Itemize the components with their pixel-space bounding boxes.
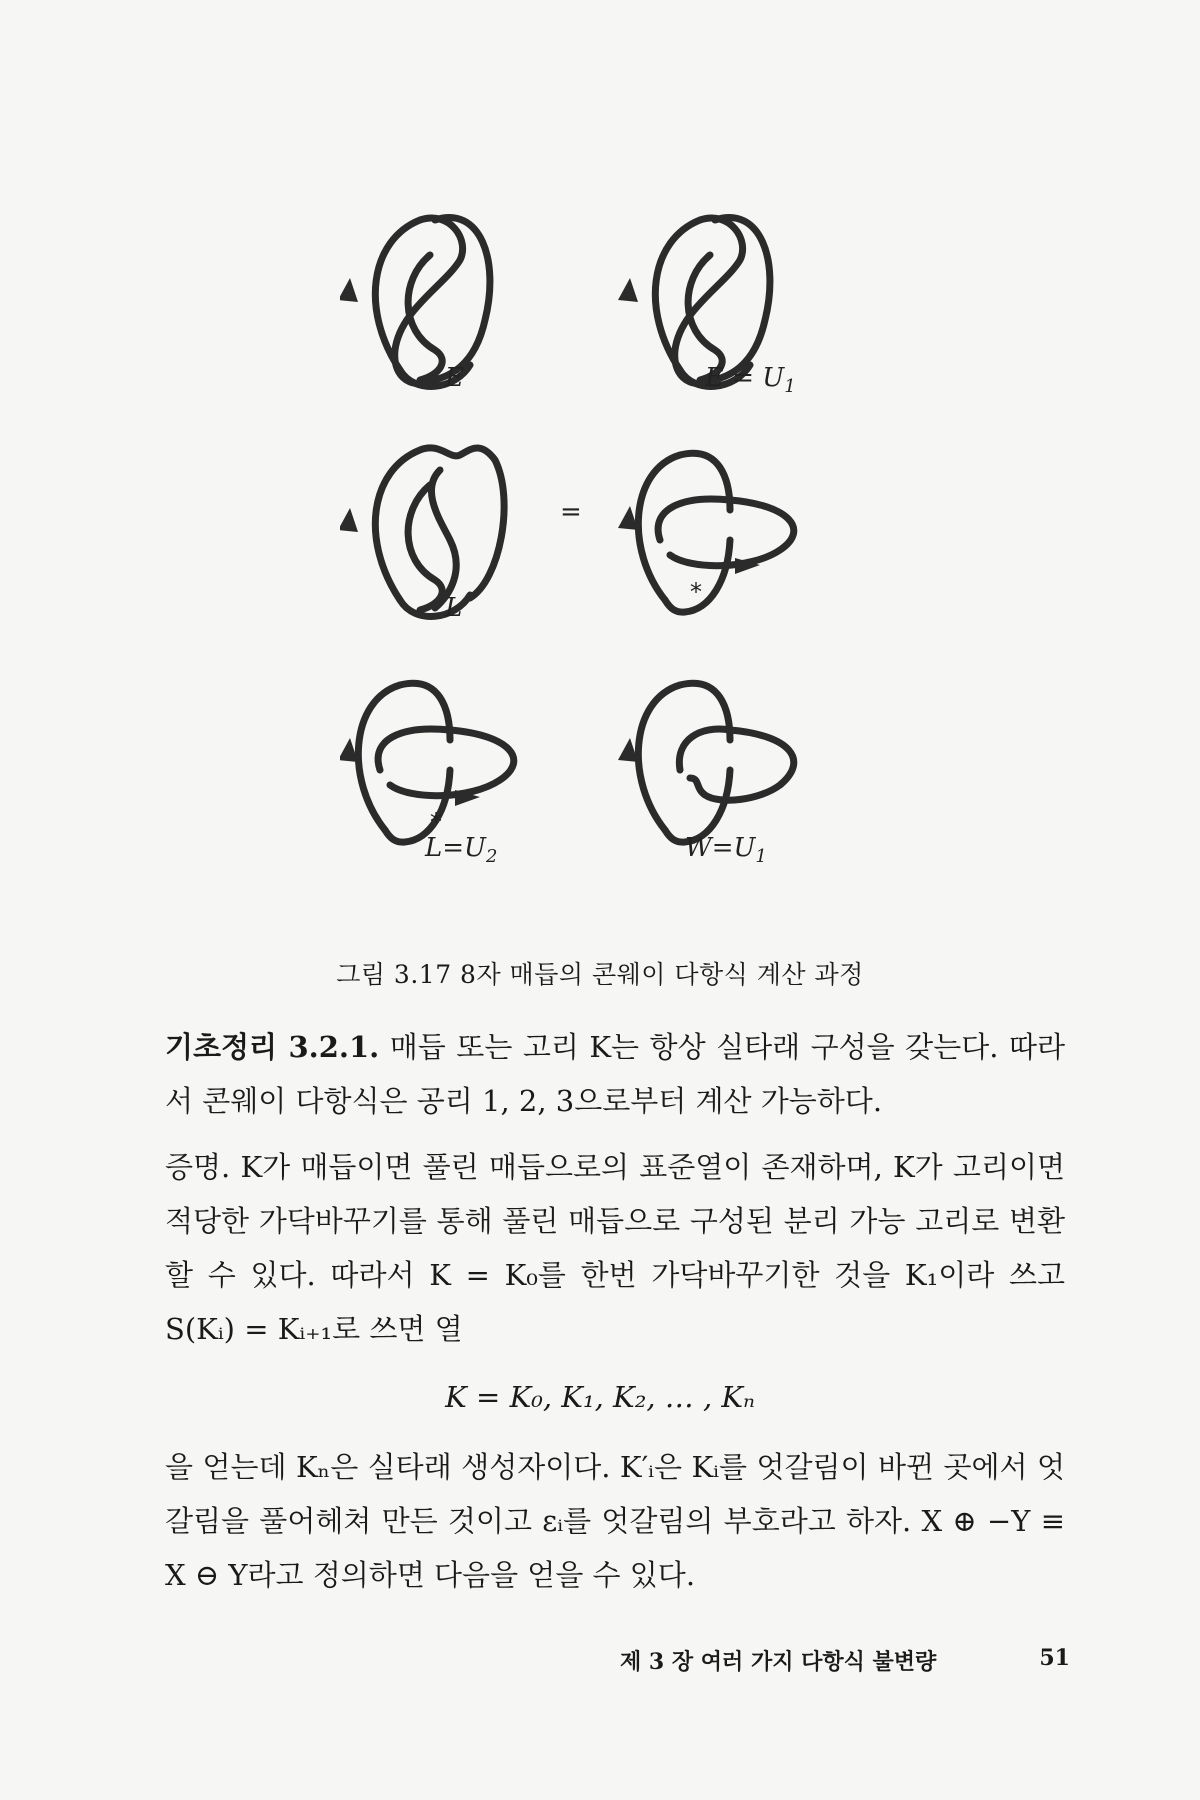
label-L-bar: $L=U_2$	[425, 833, 498, 867]
page-footer	[620, 1645, 1080, 1676]
theorem-head: 기초정리 3.2.1.	[165, 1030, 380, 1064]
knot-figure	[340, 200, 900, 940]
after-text: 을 얻는데 Kₙ은 실타래 생성자이다. K′ᵢ은 Kᵢ를 엇갈림이 바뀐 곳에서 엇갈림을 풀어헤쳐 만든 것이고 εᵢ를 엇갈림의 부호라고 하자. X ⊕ −Y ≡ X ⊖ Y라고 정의하면 다음을 얻을 수 있다.	[165, 1450, 1065, 1592]
knot-L	[375, 448, 504, 617]
sequence-formula: K = K₀, K₁, K₂, … , Kₙ	[445, 1380, 755, 1414]
label-W: $W=U_1$	[685, 833, 767, 867]
figure-caption: 그림 3.17 8자 매듭의 콘웨이 다항식 계산 과정	[336, 960, 864, 989]
page-number: 51	[1039, 1645, 1070, 1671]
knot-E-bar	[655, 218, 770, 387]
label-L: L	[445, 593, 463, 623]
theorem-body: 매듭 또는 고리 K는 항상 실타래 구성을 갖는다. 따라서 콘웨이 다항식은 공리 1, 2, 3으로부터 계산 가능하다.	[165, 1030, 1065, 1118]
knot-diagrams-svg	[340, 200, 900, 940]
theorem	[165, 1020, 1065, 1128]
star-top: *	[690, 578, 702, 606]
star-bottom: *	[430, 808, 442, 836]
label-E: E	[445, 363, 464, 393]
after-formula-text	[165, 1440, 1065, 1602]
proof-text: 증명. K가 매듭이면 풀린 매듭으로의 표준열이 존재하며, K가 고리이면 적당한 가닥바꾸기를 통해 풀린 매듭으로 구성된 분리 가능 고리로 변환할 수 있다. 따라서 K = K₀를 한번 가닥바꾸기한 것을 K₁이라 쓰고 S(Kᵢ) = Kᵢ₊₁로 쓰면 열	[165, 1150, 1065, 1346]
knot-E	[375, 218, 490, 387]
proof	[165, 1140, 1065, 1356]
chapter-title: 제 3 장 여러 가지 다항식 불변량	[620, 1649, 937, 1675]
equals-sign: =	[560, 497, 582, 527]
knot-link-top	[638, 453, 793, 612]
knot-W	[638, 683, 793, 842]
label-E-bar: $E = U_1$	[705, 363, 796, 397]
